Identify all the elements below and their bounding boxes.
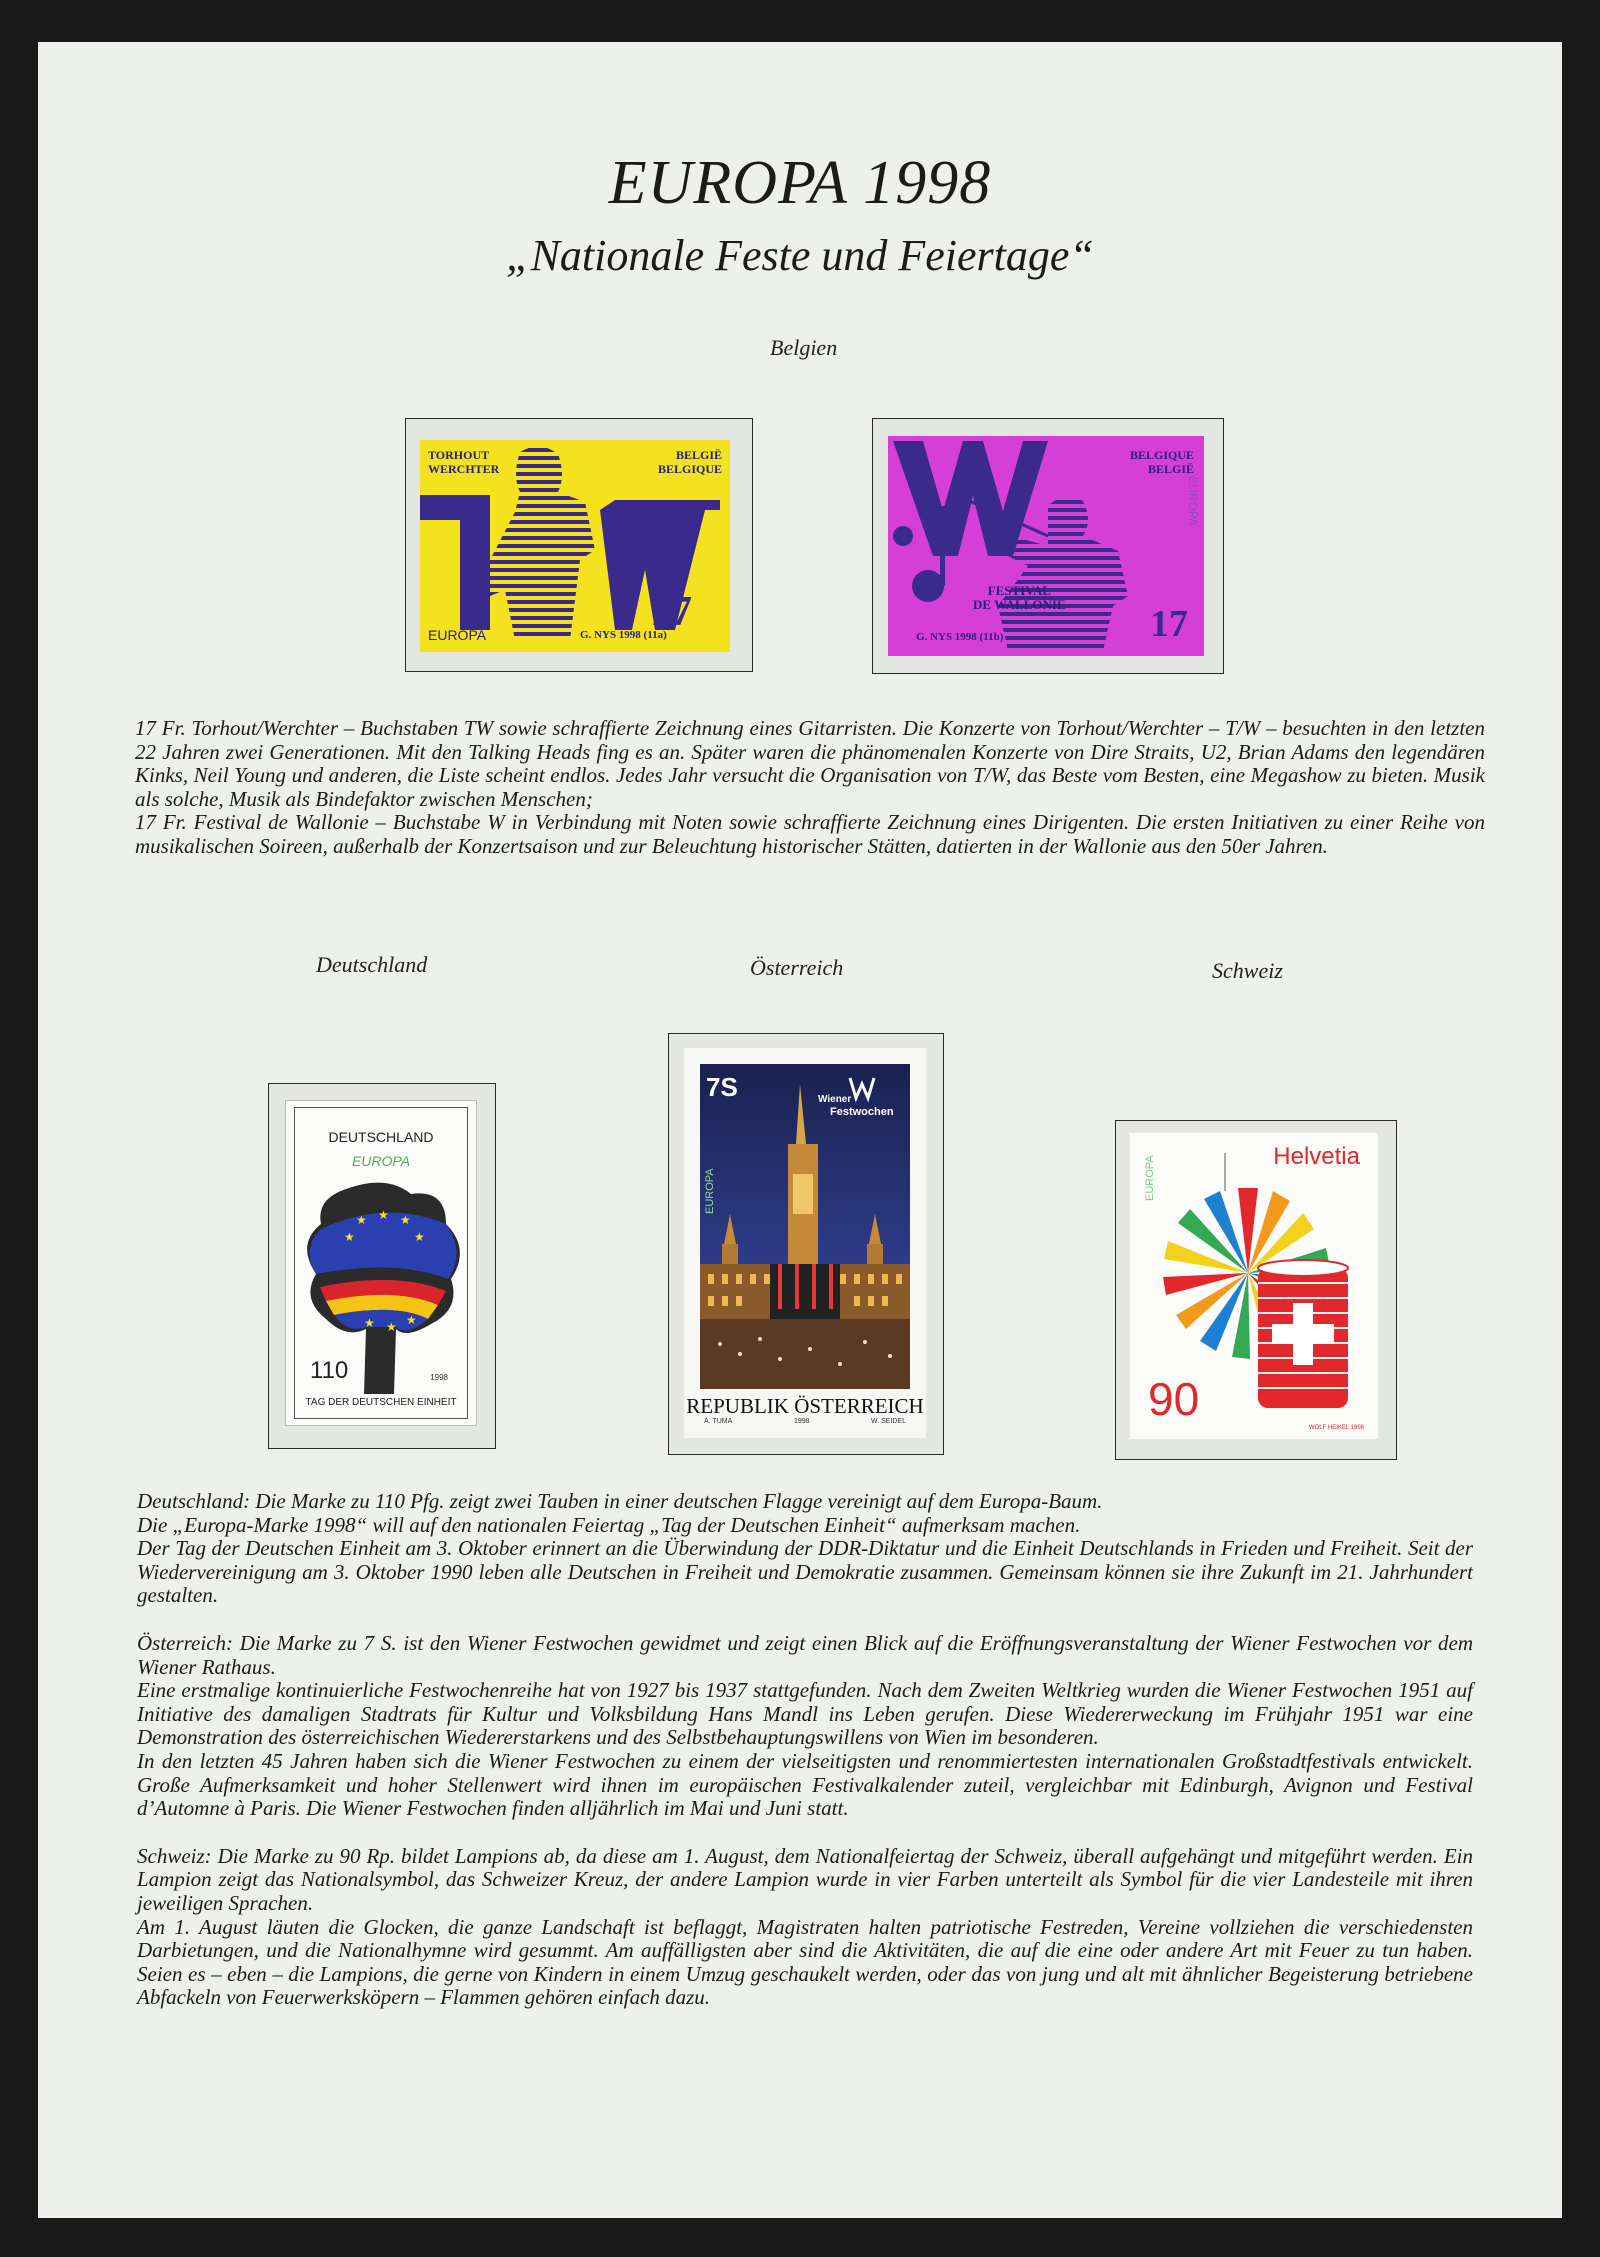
- stamp-be1-europa: EUROPA: [428, 627, 487, 643]
- stamp-be2-top-right: BELGIQUE BELGIË: [1129, 448, 1194, 476]
- stamp-at-europa: EUROPA: [704, 1168, 716, 1214]
- deutschland-paragraph-3: Der Tag der Deutschen Einheit am 3. Oktober erinnert an die Überwindung der DDR-Diktatur und die Einheit Deutschlands in Frieden und Freiheit. Seit der Wiedervereinigung am 3. Oktober 1990 leben alle Deutschen in Freiheit und Demokratie zusammen. Gemeinsam können sie ihre Zukunft im 21. Jahrhundert gestalten.: [137, 1536, 1473, 1608]
- svg-text:★: ★: [378, 1208, 389, 1222]
- deutschland-description: [137, 1490, 1473, 2010]
- deutschland-paragraph-1: Deutschland: Die Marke zu 110 Pfg. zeigt zwei Tauben in einer deutschen Flagge vereinigt auf dem Europa-Baum.: [137, 1489, 1103, 1513]
- deutschland-paragraph-2: Die „Europa-Marke 1998“ will auf den nationalen Feiertag „Tag der Deutschen Einheit“ aufmerksam machen.: [137, 1512, 1081, 1537]
- belgien-paragraph-1: 17 Fr. Torhout/Werchter – Buchstaben TW sowie schraffierte Zeichnung eines Gitarristen. Die Konzerte von Torhout/Werchter – T/W – besuchten in den letzten 22 Jahren zwei Generationen. Mit den Talking Heads fing es an. Später waren die phänomenalen Konzerte von Dire Straits, U2, Brian Adams den legendären Kinks, Neil Young und anderen, die Liste scheint endlos. Jedes Jahr versucht die Organisation von T/W, das Beste vom Besten, eine Megashow zu bieten. Musik als solche, Musik als Bindefaktor zwischen Menschen;: [135, 716, 1485, 811]
- svg-text:★: ★: [356, 1213, 367, 1227]
- svg-text:★: ★: [386, 1320, 397, 1334]
- country-label-deutschland: Deutschland: [316, 952, 428, 977]
- stamp-at-picture: [700, 1064, 910, 1389]
- stamp-ch-country: Helvetia: [1273, 1143, 1360, 1170]
- schweiz-paragraph-2: Am 1. August läuten die Glocken, die ganze Landschaft ist beflaggt, Magistraten halten patriotische Festreden, Vereine vollziehen die verschiedensten Darbietungen, und die Nationalhymne wird gesummt. Am auffälligsten aber sind die Aktivitäten, die auf die eine oder andere Art mit Feuer zu tun haben. Seien es – eben – die Lampions, die gerne von Kindern in einem Umzug geschaukelt werden, oder das von jung und alt mit ähnlicher Begeisterung betriebene Abfackeln von Feuerwerksköpern – Flammen gehören einfach dazu.: [137, 1914, 1473, 2010]
- stamp-ch-europa: EUROPA: [1144, 1155, 1156, 1201]
- stamp-be1-value: 17: [650, 589, 692, 635]
- belgien-description: [135, 717, 1485, 859]
- stamp-be1-top-left: TORHOUT WERCHTER: [428, 448, 500, 476]
- stamp-ch-value: 90: [1148, 1373, 1200, 1425]
- oesterreich-paragraph-1: Österreich: Die Marke zu 7 S. ist den Wiener Festwochen gewidmet und zeigt einen Blick auf die Eröffnungsveranstaltung der Wiener Festwochen vor dem Wiener Rathaus.: [137, 1630, 1473, 1679]
- page-title: EUROPA 1998: [608, 149, 992, 217]
- stamp-ch-lampion-artwork: [1130, 1133, 1378, 1439]
- stamp-at-imprint-left: A. TUMA: [704, 1418, 733, 1425]
- stamp-festival-de-wallonie: [888, 436, 1204, 656]
- stamp-be1-top-right: BELGIË BELGIQUE: [657, 448, 722, 476]
- stamp-oesterreich: [684, 1048, 926, 1438]
- stamp-de-country: DEUTSCHLAND: [328, 1129, 434, 1145]
- schweiz-paragraph-1: Schweiz: Die Marke zu 90 Rp. bildet Lampions ab, da diese am 1. August, dem Nationalfeiertag der Schweiz, überall aufgehängt und mitgeführt werden. Ein Lampion zeigt das Nationalsymbol, das Schweizer Kreuz, der andere Lampion wurde in vier Farben unterteilt als Symbol für die vier Landesteile mit ihren jeweiligen Sprachen.: [137, 1843, 1473, 1915]
- country-label-belgien: Belgien: [770, 335, 838, 360]
- stamp-de-value: 110: [310, 1357, 349, 1384]
- svg-text:★: ★: [406, 1313, 417, 1327]
- svg-text:★: ★: [344, 1230, 355, 1244]
- page-subtitle: „Nationale Feste und Feiertage“: [506, 231, 1094, 280]
- stamp-de-caption: TAG DER DEUTSCHEN EINHEIT: [305, 1397, 457, 1408]
- stamp-be2-imprint: G. NYS 1998 (11b): [916, 631, 1004, 643]
- oesterreich-paragraph-2: Eine erstmalige kontinuierliche Festwochenreihe hat von 1927 bis 1937 stattgefunden. Nach dem Zweiten Weltkrieg wurden die Wiener Festwochen 1951 auf Initiative des damaligen Stadtrats für Kultur und Volksbildung Hans Mandl ins Leben gerufen. Diese Wiedererweckung im Frühjahr 1951 war eine Demonstration des österreichischen Wiedererstarkens und des Selbstbehauptungswillens von Wien im besonderen.: [137, 1678, 1473, 1750]
- stamp-ch-imprint: WOLF HEIKEL 1998: [1308, 1425, 1364, 1431]
- stamp-at-value: 7S: [706, 1072, 738, 1102]
- country-label-schweiz: Schweiz: [1212, 958, 1283, 983]
- stamp-at-imprint-mid: 1998: [794, 1418, 810, 1425]
- stamp-be2-europa: EUROPA: [1186, 476, 1200, 526]
- stamp-at-festwochen-top: Wiener: [818, 1094, 852, 1105]
- stamp-be2-value: 17: [1150, 603, 1188, 645]
- stamp-deutschland: [285, 1100, 477, 1426]
- stamp-be1-imprint: G. NYS 1998 (11a): [580, 629, 667, 641]
- stamp-at-festwochen-bottom: Festwochen: [830, 1106, 894, 1118]
- svg-text:★: ★: [414, 1230, 425, 1244]
- oesterreich-paragraph-3: In den letzten 45 Jahren haben sich die Wiener Festwochen zu einem der vielseitigsten und renommiertesten internationalen Großstadtfestivals entwickelt. Große Aufmerksamkeit und hoher Stellenwert wird ihnen im europäischen Festivalkalender zuteil, vergleichbar mit Edinburgh, Avignon und Festival d’Automne à Paris. Die Wiener Festwochen finden alljährlich im Mai und Juni statt.: [137, 1748, 1473, 1821]
- stamp-torhout-werchter: [420, 440, 730, 652]
- stamp-de-year: 1998: [430, 1373, 448, 1382]
- belgien-paragraph-2: 17 Fr. Festival de Wallonie – Buchstabe W in Verbindung mit Noten sowie schraffierte Zeichnung eines Dirigenten. Die ersten Initiativen zu einer Reihe von musikalischen Soireen, außerhalb der Konzertsaison und zur Beleuchtung historischer Stätten, datierten in der Wallonie aus den 50er Jahren.: [135, 810, 1485, 858]
- stamp-de-europa: EUROPA: [351, 1153, 411, 1169]
- stamp-be2-festival: FESTIVAL DE WALLONIE: [973, 583, 1066, 612]
- svg-text:★: ★: [364, 1316, 375, 1330]
- stamp-schweiz: [1130, 1133, 1378, 1439]
- country-label-oesterreich: Österreich: [750, 955, 844, 980]
- svg-text:★: ★: [400, 1213, 411, 1227]
- stamp-at-country: REPUBLIK ÖSTERREICH: [686, 1394, 924, 1418]
- stamp-at-imprint-right: W. SEIDEL: [870, 1418, 906, 1425]
